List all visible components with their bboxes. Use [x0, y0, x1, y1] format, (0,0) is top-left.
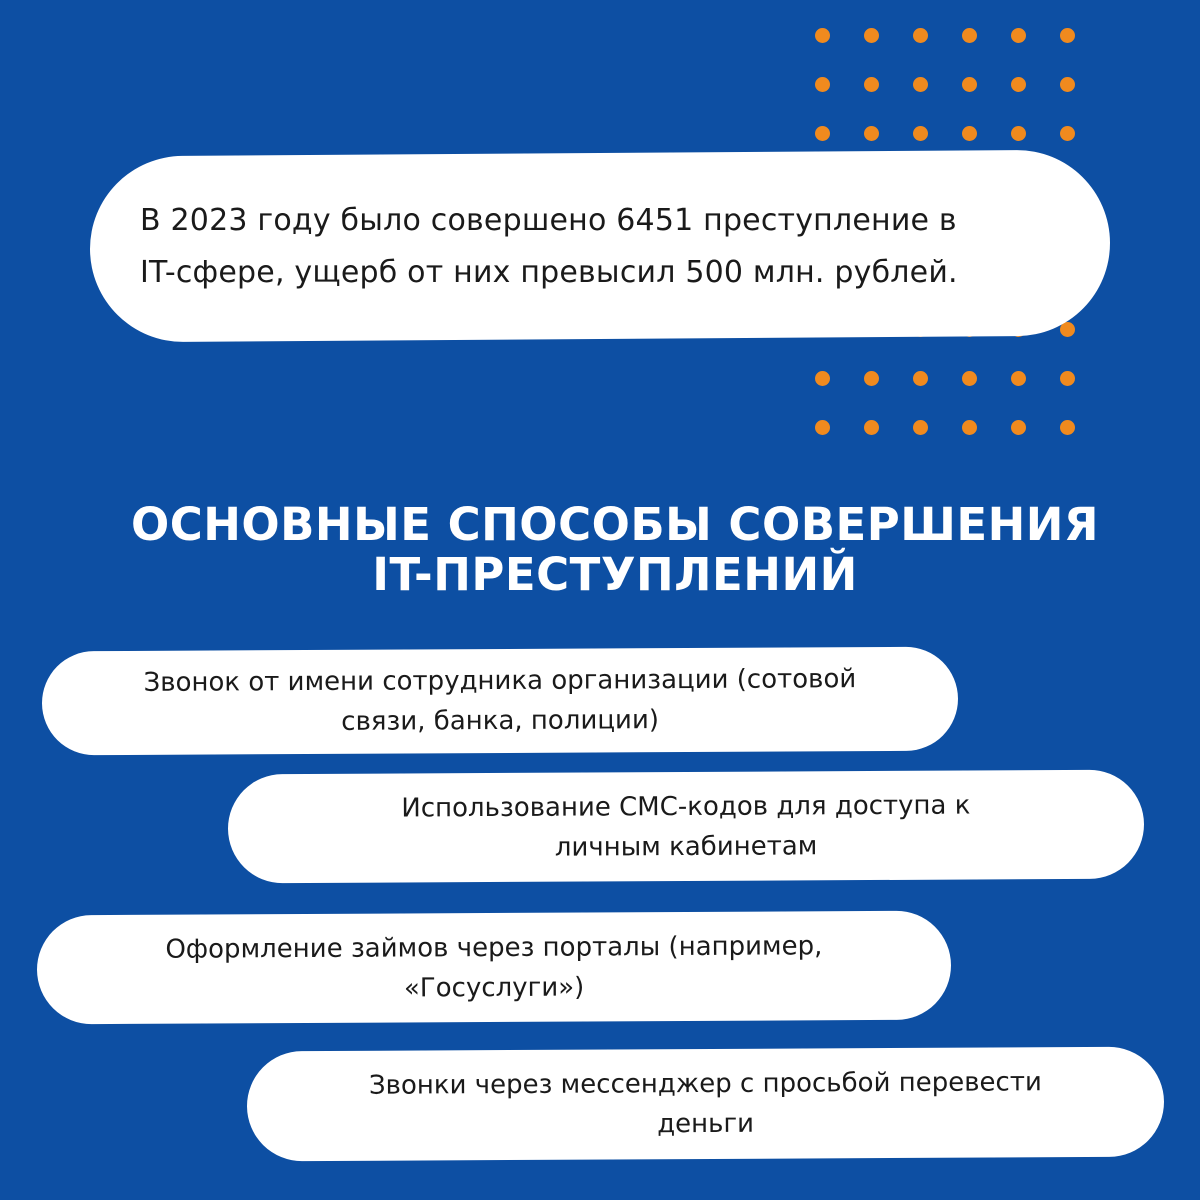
- dot: [815, 371, 830, 386]
- dot: [1060, 371, 1075, 386]
- section-heading: [0, 500, 1200, 600]
- method-line-2: «Госуслуги»): [403, 972, 585, 1003]
- dot: [815, 28, 830, 43]
- method-line-2: связи, банка, полиции): [341, 705, 660, 737]
- dot: [962, 371, 977, 386]
- dot: [864, 420, 879, 435]
- dot: [1060, 126, 1075, 141]
- stat-line-1: В 2023 году было совершено 6451 преступление в: [140, 203, 957, 238]
- stat-callout-text: [140, 195, 1040, 299]
- dot: [913, 77, 928, 92]
- dot: [1060, 28, 1075, 43]
- method-line-1: Звонки через мессенджер с просьбой перевести: [368, 1067, 1042, 1101]
- dot: [864, 77, 879, 92]
- dot: [1011, 28, 1026, 43]
- dot: [962, 420, 977, 435]
- dot: [815, 420, 830, 435]
- method-item-messenger-calls: [247, 1047, 1165, 1162]
- dot: [864, 28, 879, 43]
- dot: [962, 126, 977, 141]
- dot: [913, 371, 928, 386]
- dot: [913, 420, 928, 435]
- dot: [1011, 77, 1026, 92]
- method-item-sms-codes: [228, 770, 1145, 884]
- method-line-2: деньги: [657, 1108, 755, 1140]
- heading-line-1: ОСНОВНЫЕ СПОСОБЫ СОВЕРШЕНИЯ: [130, 498, 1100, 551]
- method-item-loans-portals: [37, 911, 952, 1025]
- stat-line-2: IT-сфере, ущерб от них превысил 500 млн. рублей.: [140, 255, 958, 290]
- dot: [1011, 420, 1026, 435]
- dot: [864, 126, 879, 141]
- dot: [864, 371, 879, 386]
- dot: [913, 126, 928, 141]
- method-line-1: Использование СМС-кодов для доступа к: [401, 790, 971, 823]
- method-line-1: Звонок от имени сотрудника организации (сотовой: [143, 664, 857, 698]
- method-line-1: Оформление займов через порталы (например,: [165, 930, 823, 965]
- dot: [815, 126, 830, 141]
- dot: [1011, 371, 1026, 386]
- dot: [962, 77, 977, 92]
- dot: [1011, 126, 1026, 141]
- dot: [913, 28, 928, 43]
- dot: [1060, 420, 1075, 435]
- method-line-2: личным кабинетам: [554, 830, 818, 863]
- dot: [1060, 77, 1075, 92]
- dot: [815, 77, 830, 92]
- dot: [962, 28, 977, 43]
- method-item-call-impersonation: [42, 647, 959, 756]
- heading-line-2: IT-ПРЕСТУПЛЕНИЙ: [372, 548, 858, 601]
